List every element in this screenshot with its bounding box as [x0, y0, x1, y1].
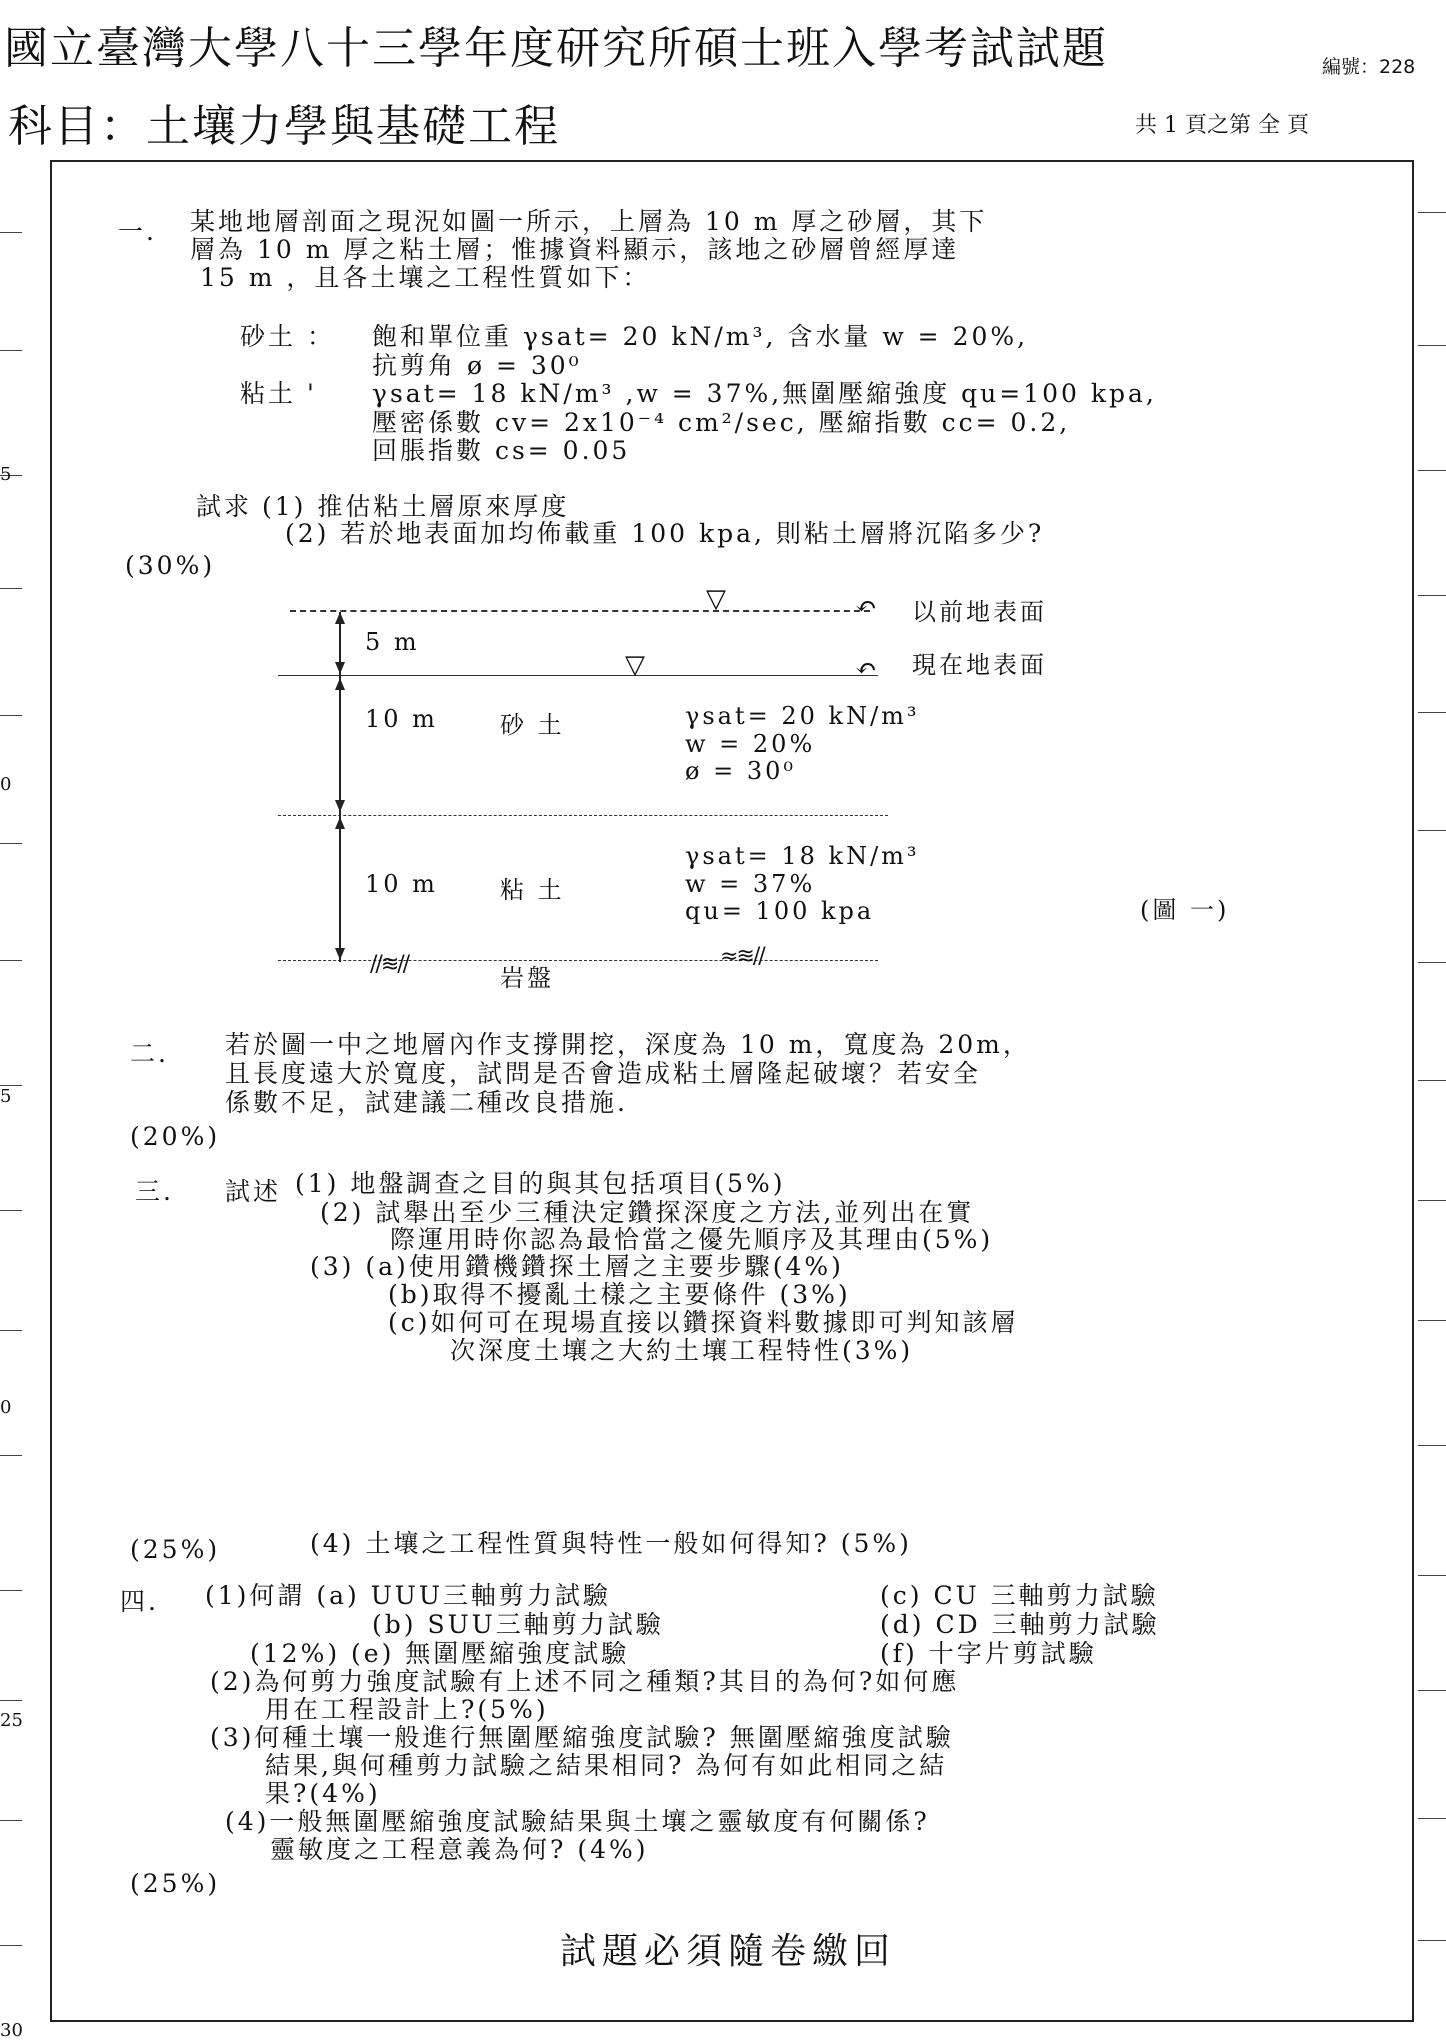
q1-ask: (1) 推估粘土層原來厚度 [262, 492, 570, 521]
margin-tick [0, 1210, 22, 1211]
rock-boundary [278, 960, 878, 961]
clay-prop: γsat= 18 kN/m³ ,w = 37%,無圍壓縮強度 qu=100 kpa, [372, 379, 1157, 408]
margin-tick [1418, 830, 1446, 831]
figure-caption: (圖 一) [1140, 896, 1230, 924]
margin-tick [0, 1330, 22, 1331]
q3-line: (3) (a)使用鑽機鑽探土層之主要步驟(4%) [310, 1252, 844, 1281]
q1-number: 一. [118, 217, 157, 246]
old-surface-line [290, 610, 870, 612]
margin-tick [0, 1700, 22, 1701]
q4-line: (b) SUU三軸剪力試驗 [372, 1610, 664, 1639]
q3-line: 際運用時你認為最恰當之優先順序及其理由(5%) [390, 1225, 994, 1254]
q4-line: (2)為何剪力強度試驗有上述不同之種類?其目的為何?如何應 [210, 1667, 960, 1696]
margin-tick [1418, 1080, 1446, 1081]
margin-tick [0, 843, 22, 844]
layer1-thickness: 5 m [365, 628, 420, 656]
clay-prop: 回脹指數 cs= 0.05 [372, 436, 631, 465]
q3-line: (4) 土壤之工程性質與特性一般如何得知? (5%) [310, 1529, 912, 1558]
q4-line: (4)一般無圍壓縮強度試驗結果與土壤之靈敏度有何關係? [225, 1807, 930, 1836]
margin-tick [0, 1455, 22, 1456]
q4-line: 結果,與何種剪力試驗之結果相同? 為何有如此相同之結 [265, 1751, 948, 1780]
q4-number: 四. [120, 1587, 159, 1616]
margin-tick [1418, 712, 1446, 713]
q2-line: 係數不足，試建議二種改良措施. [225, 1088, 628, 1117]
layer3-thickness: 10 m [365, 870, 438, 898]
margin-number: 0 [0, 774, 12, 795]
q1-score: (30%) [125, 551, 216, 580]
margin-tick [0, 1820, 22, 1821]
margin-tick [1418, 1200, 1446, 1201]
q1-line: 15 m ，且各土壤之工程性質如下： [200, 263, 651, 292]
q2-line: 若於圖一中之地層內作支撐開挖，深度為 10 m，寬度為 20m， [225, 1030, 1031, 1059]
q3-line: (c)如何可在現場直接以鑽探資料數據即可判知該層 [388, 1308, 1019, 1337]
q4-line: (d) CD 三軸剪力試驗 [880, 1610, 1160, 1639]
margin-tick [0, 350, 22, 351]
layer2-prop: ø = 30⁰ [685, 757, 796, 785]
margin-tick [1418, 212, 1446, 213]
depth-dimension-arrow [330, 612, 350, 962]
q1-ask-label: 試求 [196, 492, 253, 521]
page-count: 共 1 頁之第 全 頁 [1135, 113, 1309, 138]
q4-line: (f) 十字片剪試驗 [880, 1639, 1097, 1668]
margin-tick [1418, 1320, 1446, 1321]
margin-tick [1418, 345, 1446, 346]
layer3-name: 粘 土 [500, 876, 565, 904]
q3-number: 三. [135, 1177, 174, 1206]
q3-line: (b)取得不擾亂土樣之主要條件 (3%) [388, 1280, 851, 1309]
q3-line: 次深度土壤之大約土壤工程特性(3%) [450, 1336, 914, 1365]
margin-tick [1418, 1818, 1446, 1819]
q4-score: (25%) [130, 1869, 221, 1898]
layer2-prop: γsat= 20 kN/m³ [685, 702, 920, 730]
q2-number: 二. [130, 1039, 169, 1068]
sand-clay-boundary [278, 815, 888, 816]
margin-tick [0, 960, 22, 961]
layer2-prop: w = 20% [685, 730, 816, 758]
q4-line: (3)何種土壤一般進行無圍壓縮強度試驗? 無圍壓縮強度試驗 [210, 1723, 954, 1752]
q3-intro: 試述 [225, 1177, 282, 1206]
clay-prop: 壓密係數 cv= 2x10⁻⁴ cm²/sec, 壓縮指數 cc= 0.2, [372, 408, 1071, 437]
q4-line: (1)何謂 (a) UUU三軸剪力試驗 [205, 1581, 611, 1610]
exam-title: 國立臺灣大學八十三學年度研究所碩士班入學考試試題 [4, 23, 1108, 74]
clay-label: 粘土 ' [240, 379, 317, 408]
q2-line: 且長度遠大於寬度，試問是否會造成粘土層隆起破壞？若安全 [225, 1059, 982, 1088]
q4-line: (12%) (e) 無圍壓縮強度試驗 [250, 1639, 630, 1668]
arrow-icon: ↶ [855, 654, 877, 684]
layer2-name: 砂 土 [500, 711, 565, 739]
sand-prop: 抗剪角 ø = 30⁰ [372, 351, 582, 380]
current-surface-line [278, 675, 878, 676]
margin-number: 0 [0, 1397, 12, 1418]
q1-line: 層為 10 m 厚之粘土層；惟據資料顯示，該地之砂層曾經厚達 [190, 235, 960, 264]
margin-tick [0, 588, 22, 589]
layer2-thickness: 10 m [365, 705, 438, 733]
margin-tick [1418, 470, 1446, 471]
layer3-prop: w = 37% [685, 870, 816, 898]
water-table-icon: ▽ [625, 650, 645, 680]
old-surface-label: 以前地表面 [912, 598, 1047, 626]
q4-line: 靈敏度之工程意義為何? (4%) [270, 1835, 649, 1864]
rock-label: 岩盤 [500, 964, 554, 992]
margin-number: 5 [0, 1086, 12, 1107]
q4-line: 果?(4%) [265, 1779, 381, 1808]
margin-tick [1418, 1445, 1446, 1446]
margin-tick [1418, 1575, 1446, 1576]
subject-title: 科目：土壤力學與基礎工程 [8, 101, 560, 152]
margin-tick [0, 1945, 22, 1946]
rock-hatch-icon: ≈≋// [720, 944, 764, 969]
q3-score: (25%) [130, 1535, 221, 1564]
margin-tick [0, 715, 22, 716]
q3-line: (1) 地盤調查之目的與其包括項目(5%) [295, 1169, 786, 1198]
sand-label: 砂土 ： [240, 322, 335, 351]
arrow-icon: ↶ [855, 592, 877, 622]
margin-number: 5 [0, 464, 12, 485]
new-surface-label: 現在地表面 [912, 651, 1047, 679]
exam-code: 編號：228 [1322, 56, 1416, 78]
layer3-prop: γsat= 18 kN/m³ [685, 842, 920, 870]
margin-number: 30 [0, 2020, 23, 2041]
margin-tick [1418, 595, 1446, 596]
margin-tick [1418, 1690, 1446, 1691]
q1-line: 某地地層剖面之現況如圖一所示，上層為 10 m 厚之砂層，其下 [190, 207, 988, 236]
q4-line: 用在工程設計上?(5%) [265, 1695, 549, 1724]
margin-tick [1418, 1940, 1446, 1941]
rock-hatch-icon: //≋// [370, 952, 409, 977]
sand-prop: 飽和單位重 γsat= 20 kN/m³, 含水量 w = 20%, [372, 322, 1029, 351]
margin-tick [0, 1590, 22, 1591]
layer3-prop: qu= 100 kpa [685, 897, 875, 925]
q4-line: (c) CU 三軸剪力試驗 [880, 1581, 1159, 1610]
q3-line: (2) 試舉出至少三種決定鑽探深度之方法,並列出在實 [320, 1198, 975, 1227]
margin-tick [1418, 962, 1446, 963]
margin-tick [0, 232, 22, 233]
margin-number: 25 [0, 1710, 23, 1731]
water-table-icon: ▽ [706, 584, 726, 614]
q1-ask: (2) 若於地表面加均佈載重 100 kpa, 則粘土層將沉陷多少? [285, 519, 1045, 548]
q2-score: (20%) [130, 1122, 221, 1151]
return-notice: 試題必須隨卷繳回 [560, 1931, 897, 1972]
